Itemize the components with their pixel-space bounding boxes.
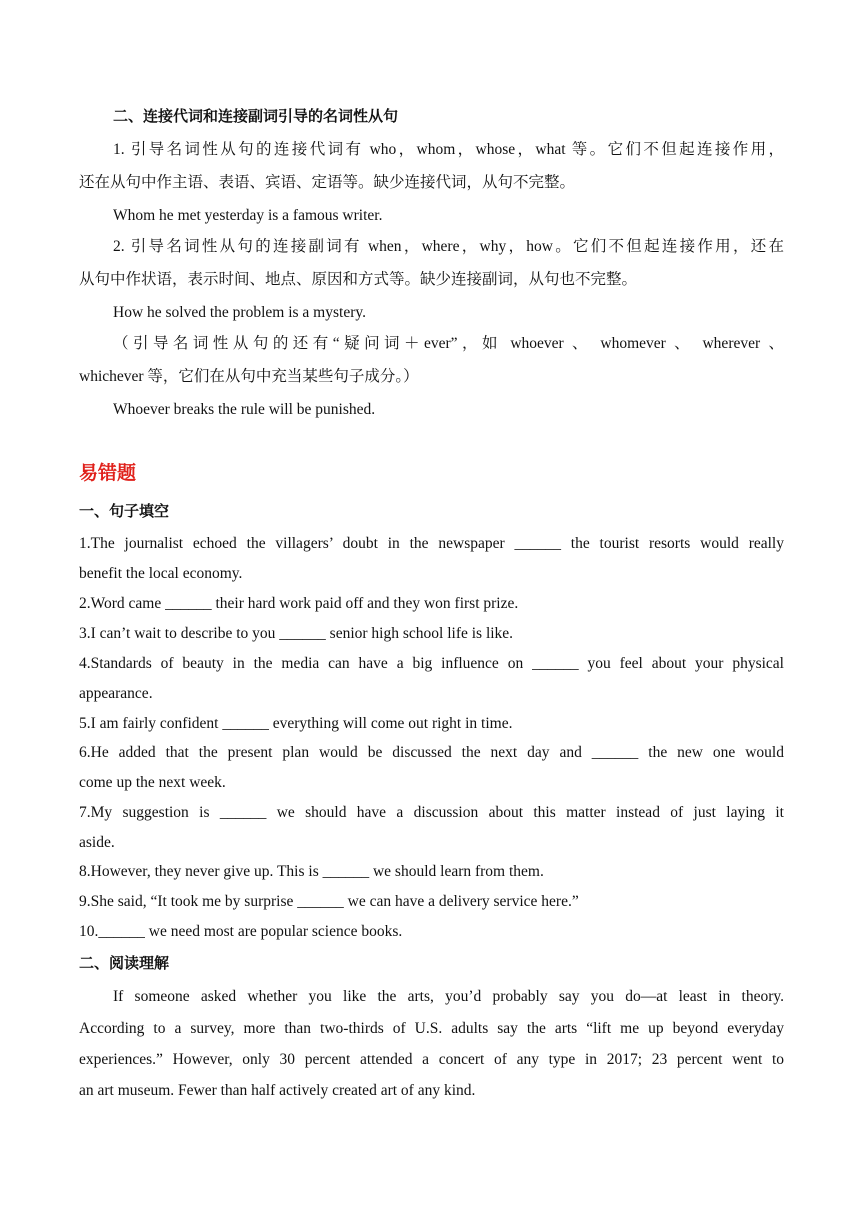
grammar-example-2: How he solved the problem is a mystery. [113,304,366,321]
grammar-note-line-2: whichever 等，它们在从句中充当某些句子成分。） [79,368,419,385]
question-5: 5.I am fairly confident ______ everything will come out right in time. [79,715,513,732]
question-2: 2.Word came ______ their hard work paid off and they won first prize. [79,595,519,612]
section-2-heading: 二、阅读理解 [79,954,170,972]
reading-line-3: experiences.” However, only 30 percent attended a concert of any type in 2017; 23 percent went to [79,1051,784,1068]
exercises-title: 易错题 [79,462,137,484]
grammar-note-line-1: （引导名词性从句的还有“疑问词＋ever”，如 whoever 、 whomever 、 wherever 、 [113,335,784,352]
section-1-heading: 一、句子填空 [79,502,170,520]
question-6-line-2: come up the next week. [79,774,226,791]
question-7-line-2: aside. [79,834,115,851]
grammar-paragraph-2-line-1: 2. 引导名词性从句的连接副词有 when，where，why，how。它们不但起连接作用，还在 [113,238,784,255]
question-1-line-1: 1.The journalist echoed the villagers’ doubt in the newspaper ______ the tourist resorts would really [79,535,784,552]
reading-line-4: an art museum. Fewer than half actively created art of any kind. [79,1082,476,1099]
question-7-line-1: 7.My suggestion is ______ we should have a discussion about this matter instead of just laying it [79,804,784,821]
question-9: 9.She said, “It took me by surprise ______ we can have a delivery service here.” [79,893,579,910]
question-8: 8.However, they never give up. This is ______ we should learn from them. [79,863,544,880]
reading-line-2: According to a survey, more than two-thirds of U.S. adults say the arts “lift me up beyond everyday [79,1020,784,1037]
question-6-line-1: 6.He added that the present plan would be discussed the next day and ______ the new one would [79,744,784,761]
grammar-example-3: Whoever breaks the rule will be punished. [113,401,376,418]
grammar-heading: 二、连接代词和连接副词引导的名词性从句 [113,107,399,125]
question-4-line-2: appearance. [79,685,153,702]
question-1-line-2: benefit the local economy. [79,565,243,582]
question-10: 10.______ we need most are popular science books. [79,923,403,940]
grammar-paragraph-1-line-2: 还在从句中作主语、表语、宾语、定语等。缺少连接代词，从句不完整。 [79,174,576,191]
grammar-example-1: Whom he met yesterday is a famous writer. [113,207,383,224]
reading-line-1: If someone asked whether you like the arts, you’d probably say you do—at least in theory. [113,988,784,1005]
question-4-line-1: 4.Standards of beauty in the media can have a big influence on ______ you feel about your physical [79,655,784,672]
grammar-paragraph-1-line-1: 1. 引导名词性从句的连接代词有 who，whom，whose，what 等。它们不但起连接作用， [113,141,784,158]
question-3: 3.I can’t wait to describe to you ______ senior high school life is like. [79,625,514,642]
grammar-paragraph-2-line-2: 从句中作状语，表示时间、地点、原因和方式等。缺少连接副词，从句也不完整。 [79,271,638,288]
